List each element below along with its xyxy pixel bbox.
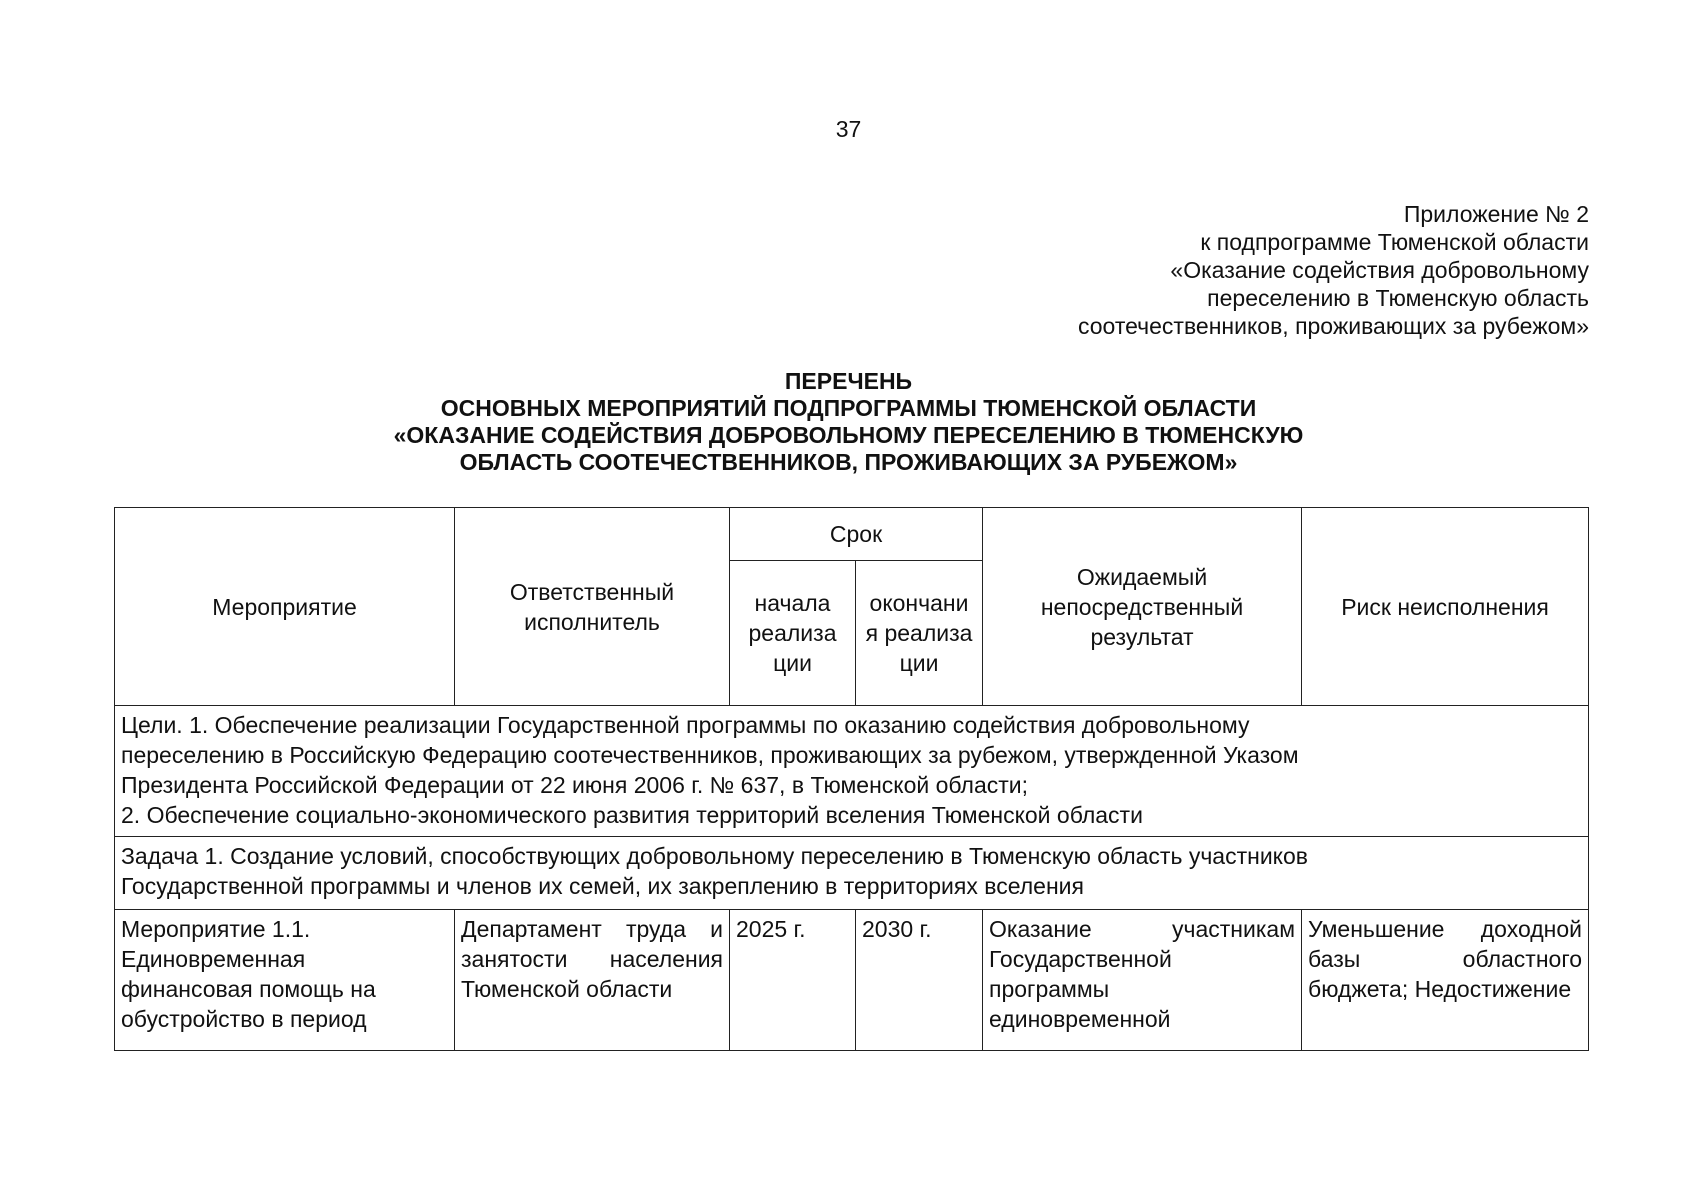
header-measure: Мероприятие bbox=[115, 508, 455, 706]
measures-table bbox=[114, 507, 1589, 1051]
task-line: Государственной программы и членов их семей, их закреплению в территориях вселения bbox=[121, 873, 1084, 899]
measure-line: Единовременная bbox=[121, 946, 306, 972]
measure-line: обустройство в период bbox=[121, 1006, 367, 1032]
title-line: ОБЛАСТЬ СООТЕЧЕСТВЕННИКОВ, ПРОЖИВАЮЩИХ ЗА РУБЕЖОМ» bbox=[459, 449, 1238, 475]
header-executor: Ответственный исполнитель bbox=[455, 508, 730, 706]
goals-cell bbox=[115, 706, 1589, 837]
appendix-line: переселению в Тюменскую область bbox=[1207, 285, 1589, 311]
task-cell bbox=[115, 837, 1589, 910]
table-row bbox=[115, 910, 1589, 1051]
result-cell: Оказание участникам Государственной программы единовременной bbox=[983, 910, 1302, 1051]
header-result: Ожидаемый непосредственный результат bbox=[983, 508, 1302, 706]
end-cell: 2030 г. bbox=[856, 910, 983, 1051]
document-title bbox=[0, 368, 1697, 476]
start-cell: 2025 г. bbox=[730, 910, 856, 1051]
appendix-line: Приложение № 2 bbox=[1403, 201, 1589, 227]
title-line: «ОКАЗАНИЕ СОДЕЙСТВИЯ ДОБРОВОЛЬНОМУ ПЕРЕСЕЛЕНИЮ В ТЮМЕНСКУЮ bbox=[393, 422, 1304, 448]
title-line: ПЕРЕЧЕНЬ bbox=[784, 368, 913, 394]
goal-line: Президента Российской Федерации от 22 июня 2006 г. № 637, в Тюменской области; bbox=[121, 772, 1029, 798]
executor-cell: Департамент труда и занятости населения Тюменской области bbox=[455, 910, 730, 1051]
header-term-start: начала реализа ции bbox=[730, 561, 856, 706]
measure-line: финансовая помощь на bbox=[121, 976, 376, 1002]
appendix-note bbox=[1078, 200, 1589, 340]
goal-line: переселению в Российскую Федерацию соотечественников, проживающих за рубежом, утвержденной Указом bbox=[121, 742, 1299, 768]
title-line: ОСНОВНЫХ МЕРОПРИЯТИЙ ПОДПРОГРАММЫ ТЮМЕНСКОЙ ОБЛАСТИ bbox=[440, 395, 1257, 421]
measure-line: Мероприятие 1.1. bbox=[121, 916, 311, 942]
appendix-line: к подпрограмме Тюменской области bbox=[1200, 229, 1589, 255]
header-term-end: окончани я реализа ции bbox=[856, 561, 983, 706]
appendix-line: соотечественников, проживающих за рубежом» bbox=[1078, 313, 1589, 339]
header-term: Срок bbox=[730, 508, 983, 561]
page-number: 37 bbox=[835, 116, 862, 142]
goal-line: Цели. 1. Обеспечение реализации Государственной программы по оказанию содействия добровольному bbox=[121, 712, 1250, 738]
task-line: Задача 1. Создание условий, способствующих добровольному переселению в Тюменскую область участников bbox=[121, 843, 1309, 869]
measure-cell bbox=[115, 910, 455, 1051]
risk-cell: Уменьшение доходной базы областного бюджета; Недостижение bbox=[1302, 910, 1589, 1051]
header-risk: Риск неисполнения bbox=[1302, 508, 1589, 706]
goal-line: 2. Обеспечение социально-экономического развития территорий вселения Тюменской области bbox=[121, 802, 1143, 828]
appendix-line: «Оказание содействия добровольному bbox=[1170, 257, 1589, 283]
